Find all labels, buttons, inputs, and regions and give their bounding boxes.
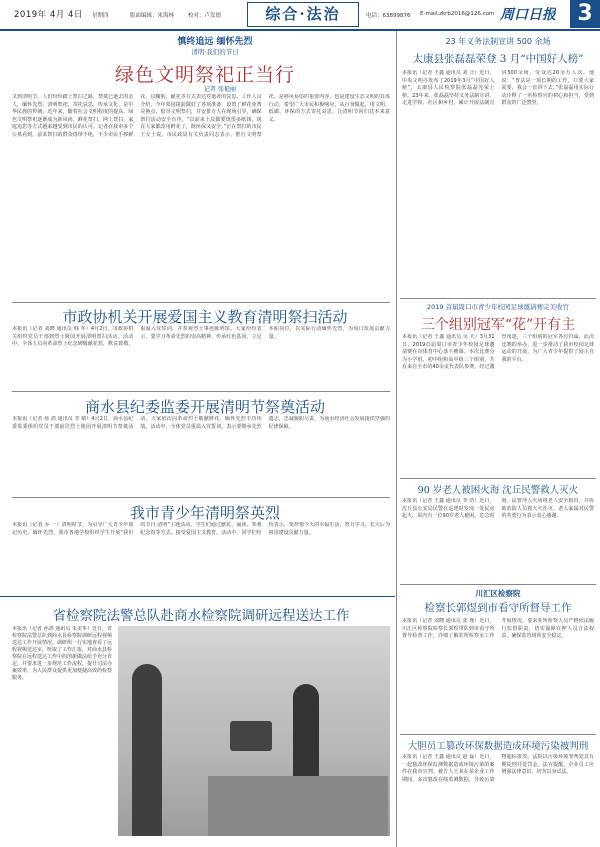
youth-headline: 我市青少年清明祭英烈	[129, 504, 280, 522]
divider	[400, 478, 596, 479]
cup-body: 本报讯（记者 王鑫 通讯员 吴 天）3月31日，2019首届周口市青少年校园足球邀请赛在市体育中心落下帷幕。本次比赛分为小学组、初中组和高中组三个组别，共有来自全市的40余支代表队参赛。经过激烈角逐，三个组别的冠军各有归属。此次比赛的举办，进一步推动了我市校园足球运动的开展，为广大青少年提供了展示自我的平台。	[402, 334, 594, 371]
county-body: 本报讯（记者 王鑫 通讯员 刘 合）近日，中央文明办发布了2019年3月“中国好人榜”，太康县人民检察院张磊磊光荣上榜。23年来，张磊磊坚持义务法制宣讲，走进学校、社区和乡村，累计开展法制宣讲500余场，受众达20余万人次。他说：“普法是一项长期的工作，只要大家需要，我会一直讲下去。”张磊磊用实际行动诠释了一名检察官的初心和担当，受到群众的广泛赞誉。	[402, 70, 594, 107]
hotline: 电话：63899876	[366, 13, 411, 19]
cup-headline: 三个组别冠军“花”开有主	[420, 317, 576, 333]
weekday: 星期四	[92, 13, 109, 19]
kicker-line1: 慎终追远 缅怀先烈	[177, 37, 253, 47]
monitor-screen	[230, 721, 272, 751]
fire-body: 本报讯（记者 王鑫 通讯员 李 浩）近日，沈丘县公安局民警在巡逻时发现一处民房起火，屋内有一位90岁老人被困。危急时刻，民警冲入火场将老人安全救出，并协助消防人员将大火扑灭。老人家属对民警的英勇行为表示衷心感谢。	[402, 498, 594, 520]
proofreader-credit: 校对：卢发德	[188, 13, 222, 19]
green-headline: 绿色文明祭祀正当行	[114, 64, 295, 86]
youth-body: 本报讯（记者 乔 一）清明时节，为引导广大青少年铭记历史、缅怀先烈，我市各地学校组织学生开展“我们的节日·清明”主题活动。学生们通过献花、诵读、参观纪念馆等方式，接受爱国主义教育。活动中，同学们纷纷表示，要珍惜今天的幸福生活，努力学习，长大后为祖国建设贡献力量。	[12, 522, 390, 536]
newspaper-logo: 周口日报	[500, 7, 556, 23]
column-divider	[396, 31, 397, 847]
divider	[400, 298, 596, 299]
desk	[208, 776, 388, 836]
divider	[12, 302, 390, 303]
issue-date: 2019年 4月 4日	[14, 10, 83, 20]
person-figure	[132, 664, 162, 836]
kicker-line2: 清明·我们的节日	[191, 48, 239, 56]
divider	[400, 734, 596, 735]
email: E-mail:zkrb2016@126.com	[420, 11, 495, 17]
procuratorate-body: 本报讯（记者 刘晓 通讯员 张 瑾）近日，川汇区检察院检察长郭煜带队到市看守所督导检查工作，详细了解驻所检察室工作开展情况，要求驻所检察人员严格依法履行监督职责，切实保障在押人员合法权益，确保监管场所安全稳定。	[402, 618, 594, 640]
fire-headline: 90 岁老人被困火海 沈丘民警救人灭火	[417, 485, 579, 496]
editor-credit: 版面编辑：朱海林	[130, 13, 175, 19]
news-photo	[118, 626, 390, 836]
shangshui-body: 本报讯（记者 孙 鸽 通讯员 李 婧）4月2日，商水县纪委监委组织党员干部前往烈士陵园开展清明节祭奠活动。大家依次向革命烈士敬献鲜花，缅怀先烈丰功伟绩。活动中，全体党员重温入党誓词，表示要继承先烈遗志，忠诚履职尽责，为商水经济社会发展提供坚强的纪律保障。	[12, 416, 390, 430]
shangshui-headline: 商水县纪委监委开展清明节祭奠活动	[84, 398, 325, 416]
county-headline: 太康县张磊磊荣登 3 月“中国好人榜”	[412, 53, 584, 65]
section-title: 综合·法治	[247, 2, 359, 27]
procuratorate-kicker: 川汇区检察院	[475, 589, 521, 598]
divider	[400, 584, 596, 585]
page-number: 3	[570, 0, 600, 28]
cppcc-body: 本报讯（记者 刘晓 通讯员 韩 冬）4月2日，市政协机关组织党员干部到烈士陵园开展清明祭扫活动。活动中，全体人员向革命烈士纪念碑敬献花篮，默哀致敬，重温入党誓词，并参观烈士事迹陈列馆。大家纷纷表示，要学习革命先烈的崇高精神，传承红色基因，立足本职岗位，以实际行动缅怀先烈，为周口发展贡献力量。	[12, 326, 390, 348]
green-body: 又到清明节，人们纷纷踏上祭扫之路，祭奠已逝去的亲人，缅怀先烈。清明祭祀，寄托哀思，传承文化，是中华民族的传统。近年来，随着社会文明程度的提高，绿色文明祭祀逐渐成为新风尚，鲜花祭扫、网上祭扫、家庭追思等方式越来越受到市民的认可。记者在我市多个公墓看到，前来祭扫的群众络绎不绝，不少市民手捧鲜花，以鞠躬、献花等方式表达对逝者的哀思。工作人员介绍，今年墓园提前做好了各项准备，设置了鲜花免费兑换点，倡导文明祭扫，并安排专人在现场引导，确保祭扫活动安全有序。“以前来上坟都要烧很多纸钱，现在大家都改用鲜花了，既环保又安全。”正在祭扫的市民王女士说。市民政局有关负责同志表示，推行文明祭祀，是移风易俗的重要内容，也是建设生态文明的具体行动。希望广大市民积极响应，从自身做起，用文明、低碳、环保的方式寄托哀思，让清明节回归其本来意义。	[12, 94, 390, 138]
header-rule	[0, 29, 600, 31]
cup-kicker: 2019 首届周口市青少年校园足球邀请赛完美收官	[426, 303, 570, 311]
fraud-headline: 省检察院法警总队赴商水检察院调研远程送达工作	[52, 608, 350, 624]
pollution-body: 本报讯（记者 王鑫 通讯员 赵 磊）近日，一起篡改环保监测数据造成环境污染的案件在我市宣判。被告人王某在某企业工作期间，多次篡改在线监测数据，导致污染物超标排放。法院以污染环境罪判处其有期徒刑并处罚金。法官提醒，企业员工应增强法律意识，切勿以身试法。	[402, 754, 594, 783]
divider	[0, 596, 395, 597]
pollution-headline: 大胆员工篡改环保数据造成环境污染被判刑	[407, 741, 589, 752]
green-byline: 记者 张艳丽	[204, 86, 236, 93]
county-kicker: 23 年义务法制宣讲 500 余场	[445, 37, 551, 46]
procuratorate-headline: 检察长郭煜到市看守所督导工作	[424, 602, 572, 614]
cppcc-headline: 市政协机关开展爱国主义教育清明祭扫活动	[62, 308, 348, 326]
fraud-body: 本报讯（记者 孙鸽 通讯员 朱美华）近日，省检察院法警总队到商水县检察院调研远程视频送达工作开展情况。调研组一行实地查看了远程视频送达室，听取了工作汇报，对商水县检察院在远程送达工作中的创新做法给予充分肯定，并要求进一步规范工作流程，提升司法办案效率，为人民群众提供更加便捷高效的检察服务。	[12, 626, 112, 681]
divider	[12, 497, 390, 498]
divider	[12, 391, 390, 392]
